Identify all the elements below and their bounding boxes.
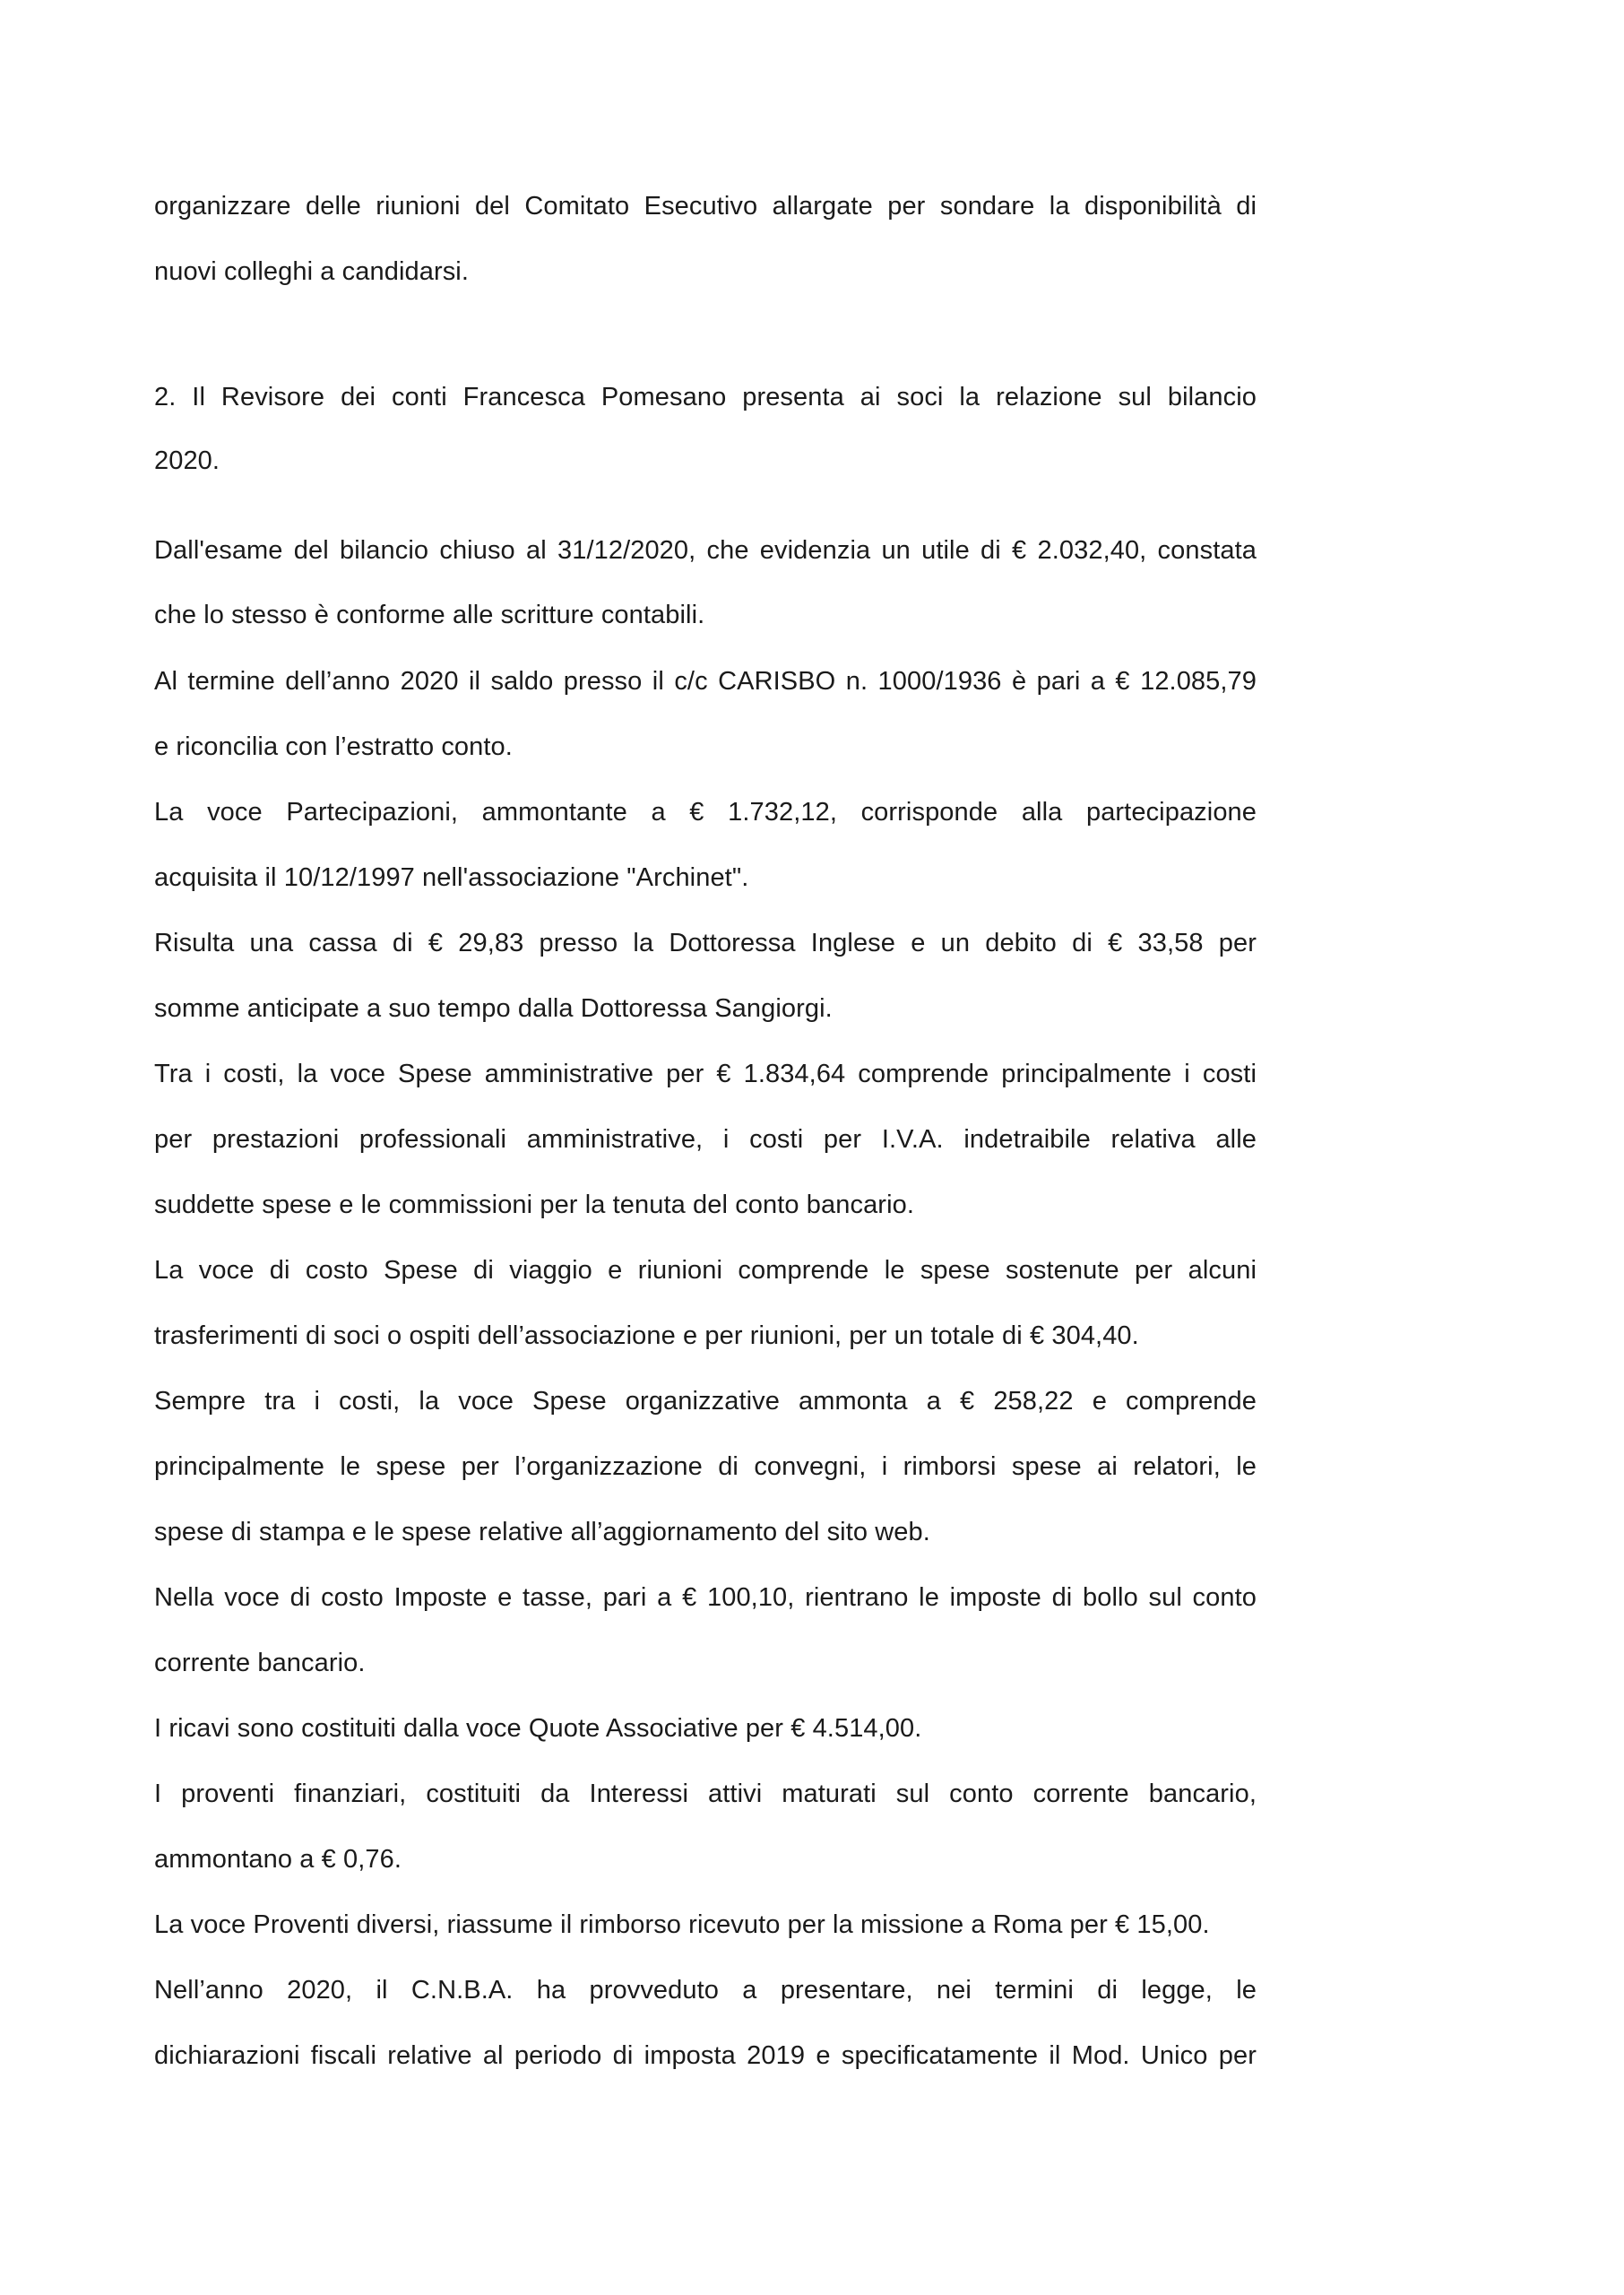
text-line: principalmente le spese per l’organizzazione di convegni, i rimborsi spese ai relatori, le (154, 1452, 1257, 1481)
text-line: Risulta una cassa di € 29,83 presso la Dottoressa Inglese e un debito di € 33,58 per (154, 929, 1257, 957)
text-line: 2. Il Revisore dei conti Francesca Pomesano presenta ai soci la relazione sul bilancio (154, 383, 1257, 411)
text-line: ammontano a € 0,76. (154, 1845, 402, 1874)
text-line: I proventi finanziari, costituiti da Interessi attivi maturati sul conto corrente bancario, (154, 1780, 1257, 1808)
text-line: nuovi colleghi a candidarsi. (154, 257, 470, 286)
text-line: La voce di costo Spese di viaggio e riunioni comprende le spese sostenute per alcuni (154, 1256, 1257, 1285)
text-line: spese di stampa e le spese relative all’aggiornamento del sito web. (154, 1518, 930, 1546)
text-line: trasferimenti di soci o ospiti dell’associazione e per riunioni, per un totale di € 304,40. (154, 1321, 1139, 1350)
text-line: dichiarazioni fiscali relative al periodo di imposta 2019 e specificatamente il Mod. Unico per (154, 2041, 1257, 2070)
text-line: per prestazioni professionali amministrative, i costi per I.V.A. indetraibile relativa alle (154, 1125, 1257, 1154)
text-line: Sempre tra i costi, la voce Spese organizzative ammonta a € 258,22 e comprende (154, 1387, 1257, 1416)
text-line: che lo stesso è conforme alle scritture contabili. (154, 601, 705, 629)
text-line: Nella voce di costo Imposte e tasse, pari a € 100,10, rientrano le imposte di bollo sul conto (154, 1583, 1257, 1612)
text-line: 2020. (154, 446, 220, 475)
text-line: organizzare delle riunioni del Comitato Esecutivo allargate per sondare la disponibilità di (154, 192, 1257, 221)
text-line: e riconcilia con l’estratto conto. (154, 732, 513, 761)
text-line: Al termine dell’anno 2020 il saldo presso il c/c CARISBO n. 1000/1936 è pari a € 12.085,79 (154, 667, 1257, 696)
text-line: La voce Partecipazioni, ammontante a € 1.732,12, corrisponde alla partecipazione (154, 798, 1257, 827)
text-line: suddette spese e le commissioni per la tenuta del conto bancario. (154, 1191, 914, 1219)
text-line: somme anticipate a suo tempo dalla Dottoressa Sangiorgi. (154, 994, 833, 1023)
text-line: Tra i costi, la voce Spese amministrative per € 1.834,64 comprende principalmente i costi (154, 1060, 1257, 1088)
text-line: Dall'esame del bilancio chiuso al 31/12/2020, che evidenzia un utile di € 2.032,40, constata (154, 536, 1257, 565)
text-line: I ricavi sono costituiti dalla voce Quote Associative per € 4.514,00. (154, 1714, 922, 1743)
text-line: corrente bancario. (154, 1649, 366, 1677)
text-line: La voce Proventi diversi, riassume il rimborso ricevuto per la missione a Roma per € 15,00. (154, 1910, 1210, 1939)
text-line: acquisita il 10/12/1997 nell'associazione "Archinet". (154, 863, 749, 892)
text-line: Nell’anno 2020, il C.N.B.A. ha provveduto a presentare, nei termini di legge, le (154, 1976, 1257, 2005)
